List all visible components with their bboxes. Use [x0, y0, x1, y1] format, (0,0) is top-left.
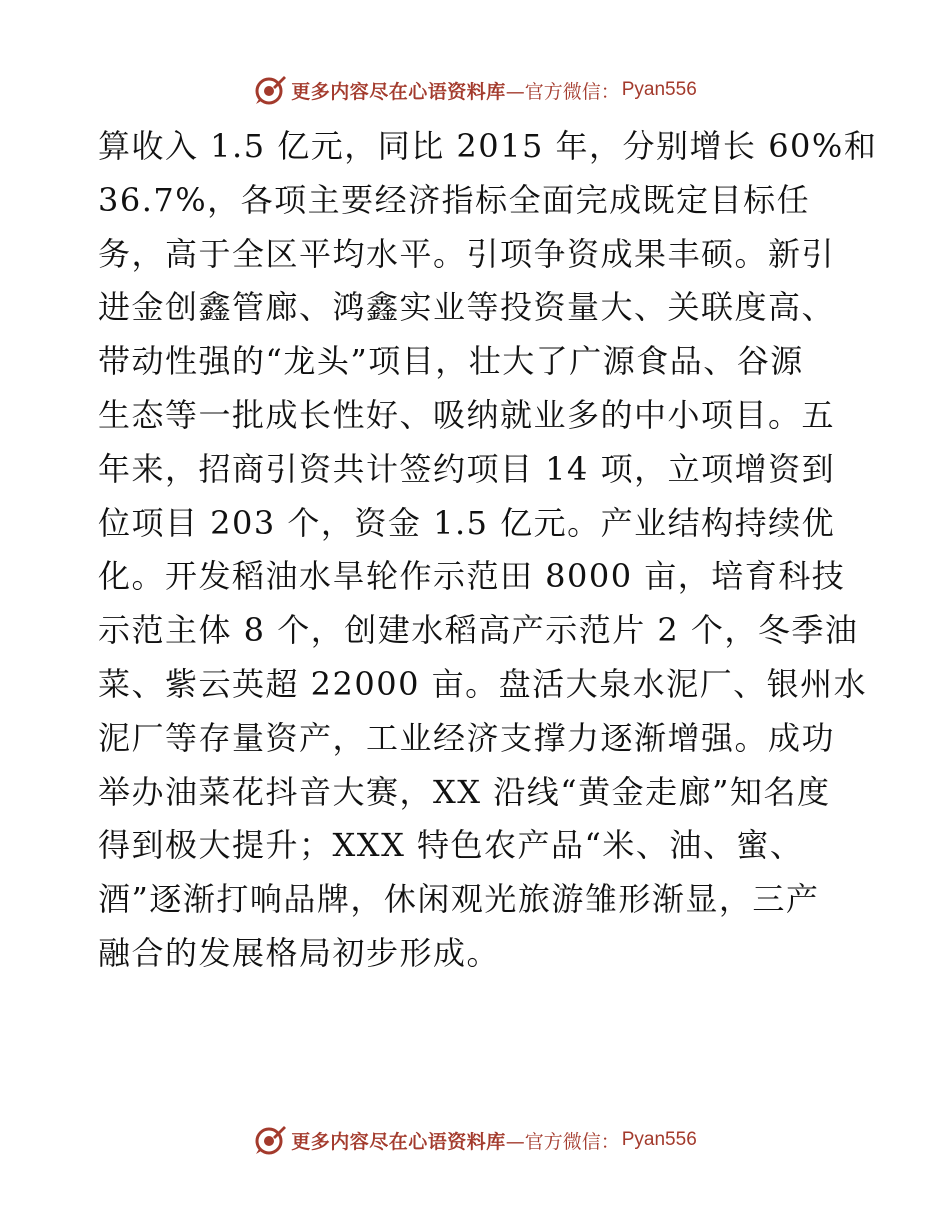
header-banner-text: 更多内容尽在心语资料库	[291, 80, 506, 103]
body-line: 举办油菜花抖音大赛，XX 沿线“黄金走廊”知名度	[98, 772, 831, 811]
footer-banner-separator: —官方微信：	[505, 1130, 620, 1153]
body-line: 进金创鑫管廊、鸿鑫实业等投资量大、关联度高、	[98, 288, 836, 327]
body-line: 菜、紫云英超 22000 亩。盘活大泉水泥厂、银州水	[98, 664, 868, 703]
body-line: 年来，招商引资共计签约项目 14 项，立项增资到	[98, 449, 836, 488]
document-body	[98, 120, 878, 981]
footer-banner-text: 更多内容尽在心语资料库	[291, 1130, 506, 1153]
body-line: 融合的发展格局初步形成。	[98, 933, 501, 972]
body-line: 化。开发稻油水旱轮作示范田 8000 亩，培育科技	[98, 557, 846, 596]
body-line: 生态等一批成长性好、吸纳就业多的中小项目。五	[98, 395, 836, 434]
header-banner-account: Pyan556	[621, 79, 697, 100]
body-line: 得到极大提升；XXX 特色农产品“米、油、蜜、	[98, 826, 804, 865]
pen-seal-logo-icon	[253, 1123, 287, 1157]
body-line: 务，高于全区平均水平。引项争资成果丰硕。新引	[98, 234, 836, 273]
body-line: 酒”逐渐打响品牌，休闲观光旅游雏形渐显，三产	[98, 880, 820, 919]
footer-banner-account: Pyan556	[621, 1129, 697, 1150]
header-banner-separator: —官方微信：	[505, 80, 620, 103]
body-line: 泥厂等存量资产，工业经济支撑力逐渐增强。成功	[98, 718, 836, 757]
body-line: 示范主体 8 个，创建水稻高产示范片 2 个，冬季油	[98, 611, 859, 650]
body-line: 36.7%，各项主要经济指标全面完成既定目标任	[98, 180, 811, 219]
header-banner	[0, 70, 950, 110]
footer-banner	[0, 1120, 950, 1160]
body-line: 带动性强的“龙头”项目，壮大了广源食品、谷源	[98, 342, 804, 381]
footer-banner-inner	[253, 1123, 697, 1157]
body-line: 算收入 1.5 亿元，同比 2015 年，分别增长 60%和	[98, 127, 878, 165]
header-banner-inner	[253, 73, 697, 107]
body-line: 位项目 203 个，资金 1.5 亿元。产业结构持续优	[98, 503, 836, 542]
pen-seal-logo-icon	[253, 73, 287, 107]
